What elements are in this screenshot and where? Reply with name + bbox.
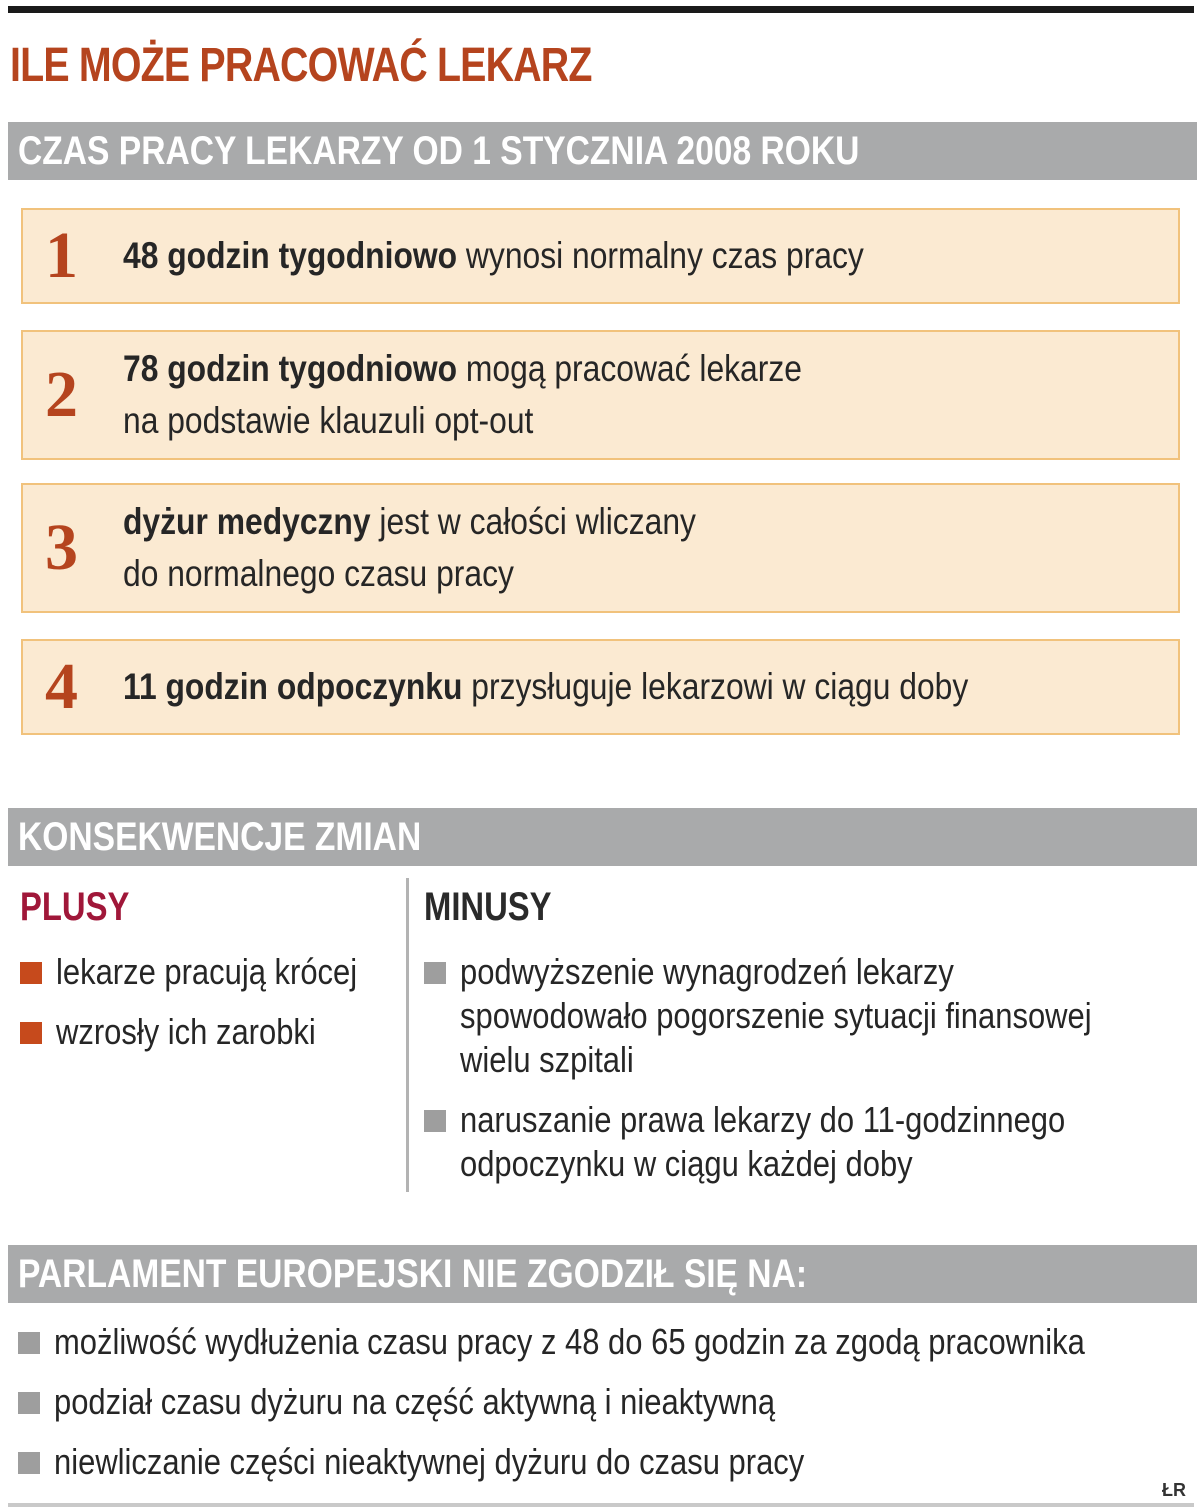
box-text: dyżur medyczny jest w całości wliczany do normalnego czasu pracy	[123, 501, 696, 594]
box-text: 11 godzin odpoczynku przysługuje lekarzowi w ciągu doby	[123, 666, 969, 707]
info-box-1	[21, 208, 1180, 304]
info-box-2	[21, 330, 1180, 460]
box-number: 3	[45, 511, 78, 584]
bullet-square-icon	[18, 1452, 40, 1474]
bullet-square-icon	[18, 1332, 40, 1354]
section-heading-parliament: PARLAMENT EUROPEJSKI NIE ZGODZIŁ SIĘ NA:	[8, 1245, 1197, 1303]
top-rule	[8, 6, 1194, 13]
box-text: 48 godzin tygodniowo wynosi normalny czas pracy	[123, 235, 864, 276]
bullet-square-icon	[20, 1022, 42, 1044]
bottom-rule	[8, 1503, 1194, 1507]
bullet-square-icon	[424, 1110, 446, 1132]
box-number: 2	[45, 358, 78, 431]
bullet-square-icon	[20, 962, 42, 984]
minusy-heading: MINUSY	[424, 885, 552, 929]
bullet-square-icon	[424, 962, 446, 984]
column-divider	[406, 878, 409, 1192]
info-box-4	[21, 639, 1180, 735]
infographic-title: ILE MOŻE PRACOWAĆ LEKARZ	[10, 39, 592, 92]
box-number: 1	[45, 219, 78, 292]
box-number: 4	[45, 650, 78, 723]
bullet-square-icon	[18, 1392, 40, 1414]
plusy-heading: PLUSY	[20, 885, 130, 929]
info-box-3	[21, 483, 1180, 613]
author-credit: ŁR	[1162, 1480, 1186, 1500]
box-text: 78 godzin tygodniowo mogą pracować lekarze na podstawie klauzuli opt-out	[123, 348, 802, 441]
section-heading-work-time: CZAS PRACY LEKARZY OD 1 STYCZNIA 2008 ROKU	[8, 122, 1197, 180]
section-heading-consequences: KONSEKWENCJE ZMIAN	[8, 808, 1197, 866]
